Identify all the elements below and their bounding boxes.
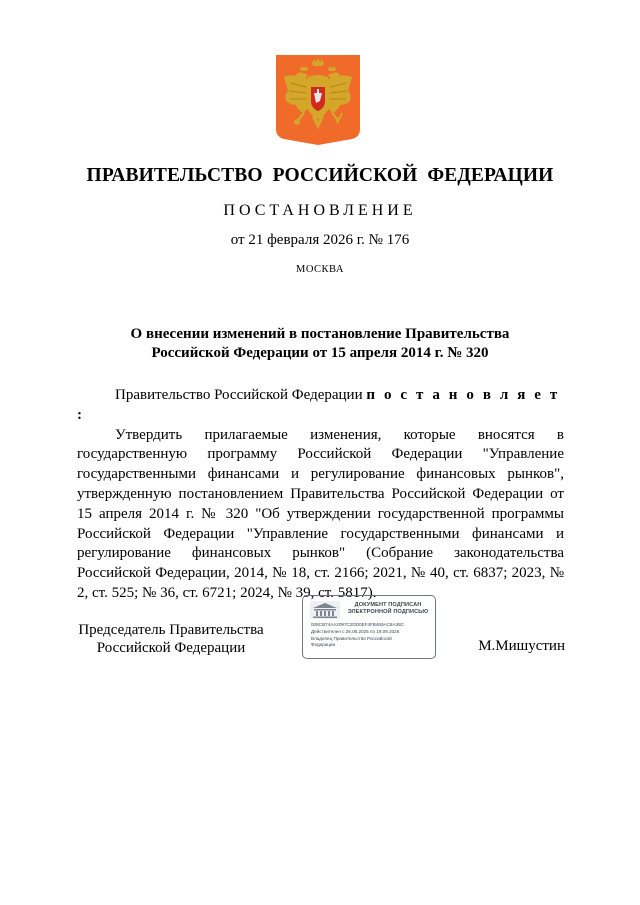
government-title: ПРАВИТЕЛЬСТВО РОССИЙСКОЙ ФЕДЕРАЦИИ [86, 165, 554, 186]
stamp-title-line-1: ДОКУМЕНТ ПОДПИСАН [354, 602, 422, 608]
signer-position [50, 621, 292, 657]
main-paragraph: Утвердить прилагаемые изменения, которые вносятся в государственную программу Российской Федерации "Управление государственными финансами и регулирование финансовых рынков", утвержденную постановлением Правительства Российской Федерации от 15 апреля 2014 г. № 320 "Об утверждении государственной программы Российской Федерации "Управление государственными финансами и регулирование финансовых рынков" (Собрание законодательства Российской Федерации, 2014, № 18, ст. 2166; 2021, № 40, ст. 6837; 2023, № 2, ст. 525; № 36, ст. 6721; 2024, № 39, ст. 5817). [77, 426, 564, 601]
signer-position-line-2: Российской Федерации [96, 640, 246, 656]
stamp-title [343, 602, 433, 616]
government-building-icon [310, 601, 340, 619]
document-type: ПОСТАНОВЛЕНИЕ [223, 202, 417, 219]
preamble [77, 386, 564, 426]
signer-position-line-1: Председатель Правительства [78, 622, 264, 638]
stamp-certificate: 008CB74AA2097C2DD0EF4FB469AC8A38C [311, 622, 404, 627]
stamp-title-line-2: ЭЛЕКТРОННОЙ ПОДПИСЬЮ [347, 609, 429, 615]
document-heading [0, 325, 640, 363]
preamble-keyword: п о с т а н о в л я е т : [77, 387, 560, 423]
stamp-owner-line-1: Владелец Правительство Российской [311, 636, 392, 641]
preamble-text: Правительство Российской Федерации [115, 387, 367, 403]
document-body [77, 386, 564, 604]
stamp-validity: Действителен с 26.06.2025 по 19.09.2026 [311, 629, 400, 634]
electronic-signature-stamp [302, 595, 436, 659]
stamp-owner-line-2: Федерации [311, 641, 336, 647]
coat-of-arms-icon [276, 55, 360, 145]
document-heading-line-1: О внесении изменений в постановление Правительства [130, 326, 510, 342]
document-heading-line-2: Российской Федерации от 15 апреля 2014 г. № 320 [151, 345, 489, 361]
document-city: МОСКВА [296, 264, 344, 275]
document-date-number: от 21 февраля 2026 г. № 176 [230, 232, 410, 248]
coat-of-arms-graphic [276, 55, 360, 145]
signer-name: М.Мишустин [478, 638, 565, 654]
